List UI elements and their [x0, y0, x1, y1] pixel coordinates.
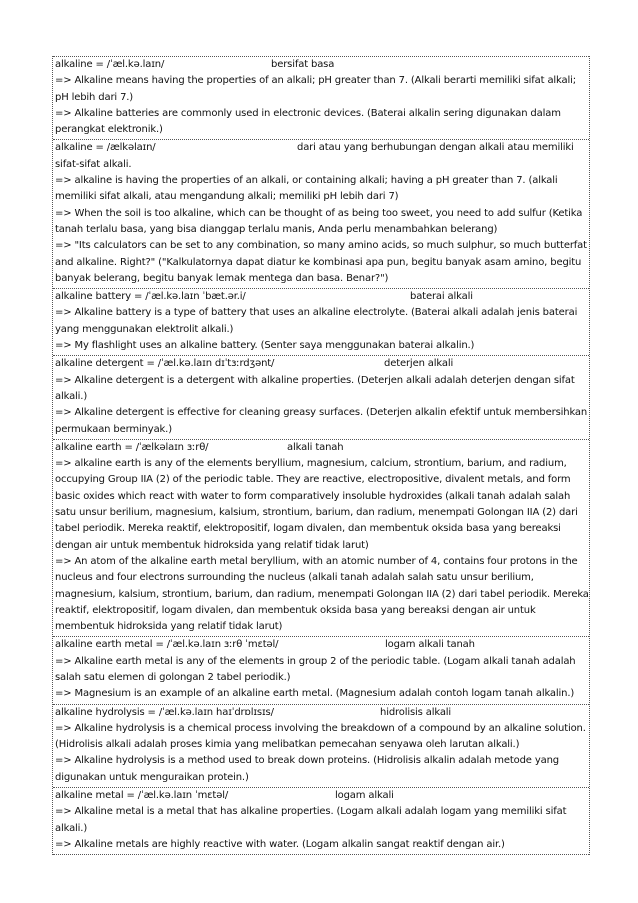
- entry-translation: deterjen alkali: [384, 358, 454, 370]
- entry-example: => alkaline is having the properties of an alkali, or containing alkali; having a pH greater than 7. (alkali memiliki sifat alkali, atau mengandung alkali; memiliki pH lebih dari 7): [55, 175, 558, 203]
- entry-header: [55, 788, 589, 804]
- entry-example: => Alkaline means having the properties of an alkali; pH greater than 7. (Alkali berarti memiliki sifat alkali; pH lebih dari 7.): [55, 75, 576, 103]
- entry-header: [55, 57, 589, 73]
- entry-example: => Alkaline batteries are commonly used in electronic devices. (Baterai alkalin sering digunakan dalam perangkat elektronik.): [55, 107, 561, 136]
- entry-translation: baterai alkali: [410, 291, 473, 303]
- entry-header: [55, 705, 589, 721]
- entry-term: alkaline hydrolysis = /ˈæl.kə.laɪn haɪˈdrɒlɪsɪs/: [55, 706, 274, 718]
- entry-term: alkaline metal = /ˈæl.kə.laɪn ˈmɛtəl/: [55, 790, 229, 802]
- entry-example: => Alkaline hydrolysis is a method used to break down proteins. (Hidrolisis alkalin adalah metode yang digunakan untuk menguraikan protein.): [55, 755, 559, 783]
- entry-example: => Alkaline detergent is effective for cleaning greasy surfaces. (Deterjen alkalin efektif untuk membersihkan permukaan berminyak.): [55, 407, 588, 435]
- glossary-entry: [53, 787, 589, 855]
- glossary-entry: [53, 704, 589, 787]
- entry-translation: bersifat basa: [271, 59, 335, 70]
- entry-example: => Alkaline metal is a metal that has alkaline properties. (Logam alkali adalah logam yang memiliki sifat alkali.): [55, 806, 567, 834]
- entry-example: => Alkaline battery is a type of battery that uses an alkaline electrolyte. (Baterai alkali adalah jenis baterai yang menggunakan elektrolit alkali.): [55, 307, 578, 335]
- glossary-entry: [53, 355, 589, 438]
- entry-header: [55, 289, 589, 305]
- glossary-entry: [53, 636, 589, 703]
- entry-example: => Magnesium is an example of an alkaline earth metal. (Magnesium adalah contoh logam tanah alkalin.): [55, 688, 575, 700]
- glossary-entry: [53, 288, 589, 355]
- entry-term: alkaline earth = /ˈælkəlaɪn ɜːrθ/: [55, 441, 209, 453]
- entry-header: [55, 637, 589, 653]
- glossary-entry: [53, 439, 589, 637]
- entry-translation: logam alkali tanah: [385, 639, 475, 651]
- entry-example: => alkaline earth is any of the elements beryllium, magnesium, calcium, strontium, barium, and radium, occupying Group IIA (2) of the periodic table. They are reactive, electropositive, divalent metals, and form basic oxides which react with water to form comparatively insoluble hydroxides (alkali tanah adalah salah satu unsur berilium, magnesium, kalsium, strontium, barium, dan radium, menempati Golongan IIA (2) dari tabel periodik. Mereka reaktif, elektropositif, logam divalen, dan membentuk oksida basa yang bereaksi dengan air untuk membentuk hidroksida yang relatif tidak larut): [55, 458, 578, 551]
- entry-translation: alkali tanah: [287, 441, 344, 453]
- entry-example: => An atom of the alkaline earth metal beryllium, with an atomic number of 4, contains four protons in the nucleus and four electrons surrounding the nucleus (alkali tanah adalah salah satu unsur berilium, magnesium, kalsium, strontium, barium, dan radium, menempati Golongan IIA (2) dari tabel periodik. Mereka reaktif, elektropositif, logam divalen, dan membentuk oksida basa yang bereaksi dengan air untuk membentuk hidroksida yang relatif tidak larut): [55, 555, 589, 633]
- entry-term: alkaline = /ælkəlaɪn/: [55, 142, 156, 154]
- entry-example: => Alkaline hydrolysis is a chemical process involving the breakdown of a compound by an alkaline solution. (Hidrolisis alkali adalah proses kimia yang melibatkan pemecahan senyawa oleh larutan alkali.): [55, 722, 586, 751]
- entry-translation: hidrolisis alkali: [380, 706, 452, 718]
- glossary-entry: [53, 139, 589, 288]
- entry-term: alkaline earth metal = /ˈæl.kə.laɪn ɜːrθ ˈmɛtəl/: [55, 639, 279, 651]
- entry-header: [55, 440, 589, 456]
- entry-header: [55, 140, 589, 173]
- entry-term: alkaline battery = /ˈæl.kə.laɪn ˈbæt.ər.i/: [55, 291, 246, 303]
- entry-example: => "Its calculators can be set to any combination, so many amino acids, so much sulphur, so much butterfat and alkaline. Right?" ("Kalkulatornya dapat diatur ke kombinasi apa pun, begitu banyak asam amino, begitu banyak belerang, begitu banyak lemak mentega dan basa. Benar?"): [55, 240, 587, 284]
- entry-term: alkaline = /ˈæl.kə.laɪn/: [55, 59, 165, 70]
- entry-example: => Alkaline earth metal is any of the elements in group 2 of the periodic table. (Logam alkali tanah adalah salah satu elemen di golongan 2 tabel periodik.): [55, 655, 576, 683]
- entry-example: => My flashlight uses an alkaline battery. (Senter saya menggunakan baterai alkalin.): [55, 340, 475, 352]
- entry-example: => When the soil is too alkaline, which can be thought of as being too sweet, you need to add sulfur (Ketika tanah terlalu basa, yang bisa dianggap terlalu manis, Anda perlu menambahkan belerang): [55, 207, 583, 235]
- entry-translation: logam alkali: [335, 790, 394, 802]
- entry-example: => Alkaline detergent is a detergent with alkaline properties. (Deterjen alkali adalah deterjen dengan sifat alkali.): [55, 374, 575, 402]
- glossary-entry: [53, 56, 589, 139]
- entry-term: alkaline detergent = /ˈæl.kə.laɪn dɪˈtɜːrdʒənt/: [55, 358, 275, 370]
- glossary-table: [52, 56, 590, 855]
- entry-header: [55, 356, 589, 372]
- entry-translation: dari atau yang berhubungan dengan alkali atau memiliki sifat-sifat alkali.: [55, 142, 574, 170]
- entry-example: => Alkaline metals are highly reactive with water. (Logam alkalin sangat reaktif dengan air.): [55, 838, 505, 850]
